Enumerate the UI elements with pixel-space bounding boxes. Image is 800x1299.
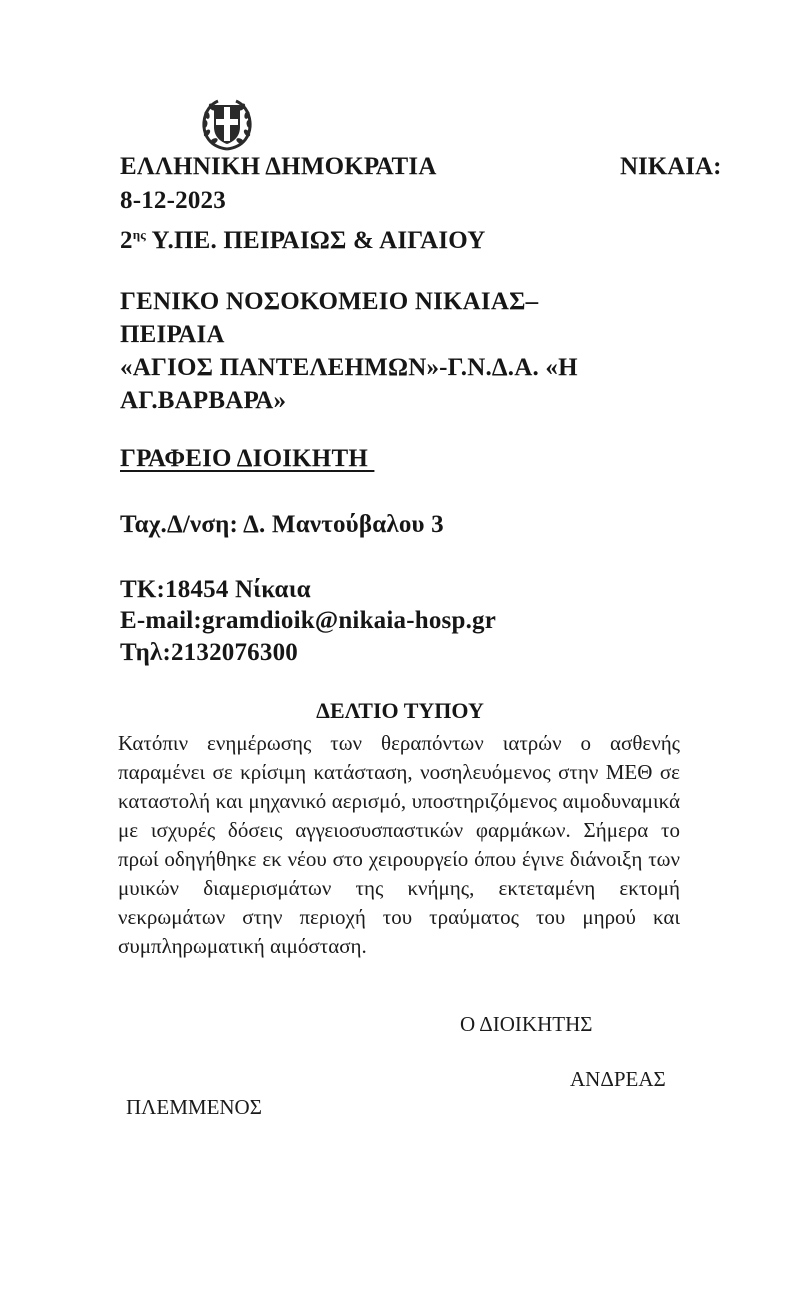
health-region-ordinal: 2 — [120, 227, 133, 254]
signatory-first-name: ΑΝΔΡΕΑΣ — [570, 1067, 666, 1091]
health-region-name: Υ.ΠΕ. ΠΕΙΡΑΙΩΣ & ΑΙΓΑΙΟΥ — [145, 227, 486, 254]
place-label: ΝΙΚΑΙΑ: — [620, 153, 722, 180]
postal-code: ΤΚ:18454 Νίκαια — [120, 576, 311, 603]
signatory-last-name: ΠΛΕΜΜΕΝΟΣ — [126, 1095, 262, 1119]
hospital-name-line-4: ΑΓ.ΒΑΡΒΑΡΑ» — [120, 387, 287, 414]
country-name: ΕΛΛΗΝΙΚΗ ΔΗΜΟΚΡΑΤΙΑ — [120, 153, 437, 180]
greek-coat-of-arms-icon — [198, 95, 256, 153]
hospital-name-line-3: «ΑΓΙΟΣ ΠΑΝΤΕΛΕΗΜΩΝ»-Γ.Ν.Δ.Α. «Η — [120, 354, 578, 381]
press-release-body: Κατόπιν ενημέρωσης των θεραπόντων ιατρών ο ασθενής παραμένει σε κρίσιμη κατάσταση, νοσηλευόμενος στην ΜΕΘ σε καταστολή και μηχανικό αερισμό, υποστηριζόμενος αιμοδυναμικά με ισχυρές δόσεις αγγειοσυσπαστικών φαρμάκων. Σήμερα το πρωί οδηγήθηκε εκ νέου στο χειρουργείο όπου έγινε διάνοιξη των μυικών διαμερισμάτων της κνήμης, εκτεταμένη εκτομή νεκρωμάτων στην περιοχή του τραύματος του μηρού και συμπληρωματική αιμόσταση. — [118, 731, 680, 958]
press-release-title: ΔΕΛΤΙΟ ΤΥΠΟΥ — [316, 698, 484, 723]
health-region-ordinal-suffix: ης — [132, 227, 146, 242]
email-address: E-mail:gramdioik@nikaia-hosp.gr — [120, 607, 497, 634]
document-date: 8-12-2023 — [120, 187, 226, 214]
signatory-role: Ο ΔΙΟΙΚΗΤΗΣ — [460, 1012, 593, 1036]
phone-number: Τηλ:2132076300 — [120, 639, 298, 666]
postal-address: Ταχ.Δ/νση: Δ. Μαντούβαλου 3 — [120, 511, 444, 538]
hospital-name-line-1: ΓΕΝΙΚΟ ΝΟΣΟΚΟΜΕΙΟ ΝΙΚΑΙΑΣ– — [120, 288, 539, 315]
office-title: ΓΡΑΦΕΙΟ ΔΙΟΙΚΗΤΗ — [120, 445, 375, 472]
health-region — [120, 218, 486, 258]
hospital-name-line-2: ΠΕΙΡΑΙΑ — [120, 321, 225, 348]
